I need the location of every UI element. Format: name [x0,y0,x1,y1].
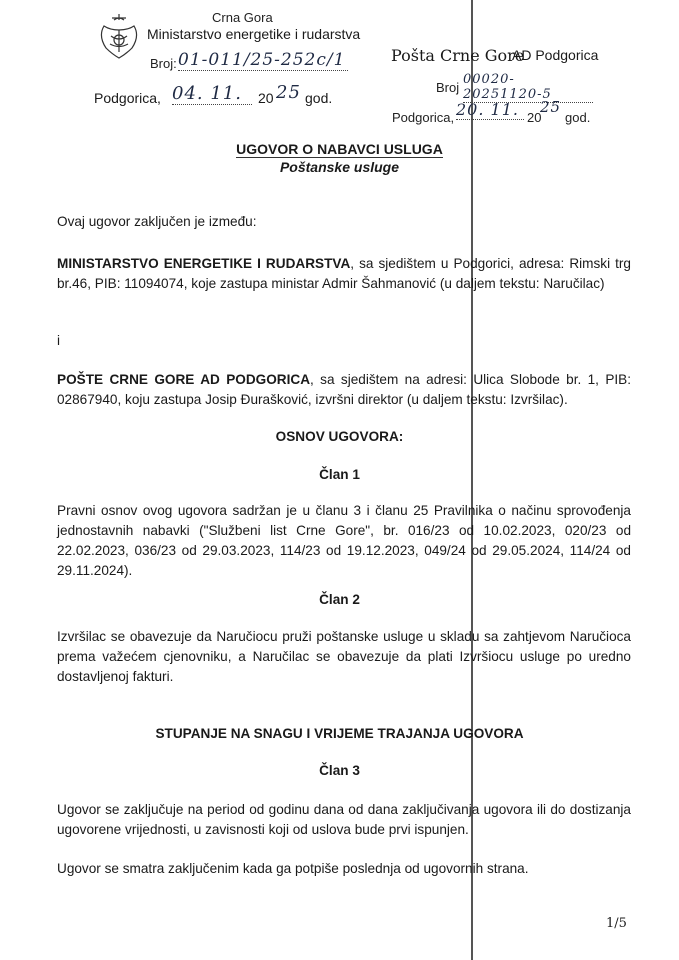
stamp-year-prefix: 20 [258,90,274,106]
post-stamp-broj-value: 00020-20251120-5 [463,72,593,103]
post-stamp-date: 20. 11. [456,100,524,120]
clan3-heading: Član 3 [319,763,360,778]
stamp-broj-value: 01-011/25-252c/1 [178,50,348,71]
post-stamp-broj-label: Broj [436,80,460,95]
section-osnov-heading: OSNOV UGOVORA: [275,429,404,444]
post-stamp-title-b: AD Podgorica [512,47,599,63]
stamp-year-suffix: 25 [276,82,301,103]
clan1-text: Pravni osnov ovog ugovora sadržan je u članu 3 i članu 25 Pravilnika o načinu sprovođenja jednostavnih nabavki ("Službeni list Crne Gore", br. 016/23 od 10.02.2023, 020/23 od 22.02.2023, 036/23 od 29.03.2023, 114/23 od 19.12.2023, 049/24 od 29.05.2024, 114/24 od 29.11.2024). [57,503,631,578]
post-stamp-god: god. [565,110,591,125]
party1-name: MINISTARSTVO ENERGETIKE I RUDARSTVA [57,256,351,271]
section-stupanje-heading: STUPANJE NA SNAGU I VRIJEME TRAJANJA UGOVORA [155,726,524,741]
post-stamp-title: Pošta Crne Gore [391,46,525,65]
coat-of-arms-icon [96,12,142,62]
stamp-god: god. [305,90,333,106]
post-stamp-year-prefix: 20 [527,110,542,125]
page-number: 1/5 [606,916,627,931]
clan2-text: Izvršilac se obavezuje da Naručiocu pruži poštanske usluge u skladu sa zahtjevom Naručioca prema važećem cjenovniku, a Naručilac se obavezuje da plati Izvršiocu usluge po uredno dostavljenoj fakturi. [57,629,631,684]
party2-name: POŠTE CRNE GORE AD PODGORICA [57,372,311,387]
clan3-text-2: Ugovor se smatra zaključenim kada ga potpiše poslednja od ugovornih strana. [57,861,529,876]
intro-text: Ovaj ugovor zaključen je između: [57,214,257,229]
party1-paragraph [57,254,631,294]
stamp-broj-label: Broj: [150,56,177,71]
post-stamp-year-suffix: 25 [540,98,562,116]
clan2-heading: Član 2 [319,592,360,607]
and-text: i [57,333,61,348]
stamp-ministry: Ministarstvo energetike i rudarstva [147,26,361,42]
stamp-date: 04. 11. [172,83,252,105]
party1-details: , sa sjedištem u Podgorici, adresa: Rimski trg br.46, PIB: 11094074, koje zastupa ministar Admir Šahmanović (u daljem tekstu: Naručilac) [57,256,631,291]
contract-subtitle: Poštanske usluge [279,159,400,175]
party2-paragraph [57,370,631,410]
stamp-country: Crna Gora [212,10,273,25]
post-stamp-place: Podgorica, [392,110,455,125]
party2-details: , sa sjedištem na adresi: Ulica Slobode br. 1, PIB: 02867940, koju zastupa Josip Đurašković, izvršni direktor (u daljem tekstu: Izvršilac). [57,372,632,407]
stamp-place: Podgorica, [94,90,161,106]
clan3-text-1: Ugovor se zaključuje na period od godinu dana od dana zaključivanja ugovora ili do dostizanja ugovorene vrijednosti, u zavisnosti koji od uslova bude prvi ispunjen. [57,802,631,837]
clan1-heading: Član 1 [319,467,360,482]
contract-title: UGOVOR O NABAVCI USLUGA [236,141,443,157]
